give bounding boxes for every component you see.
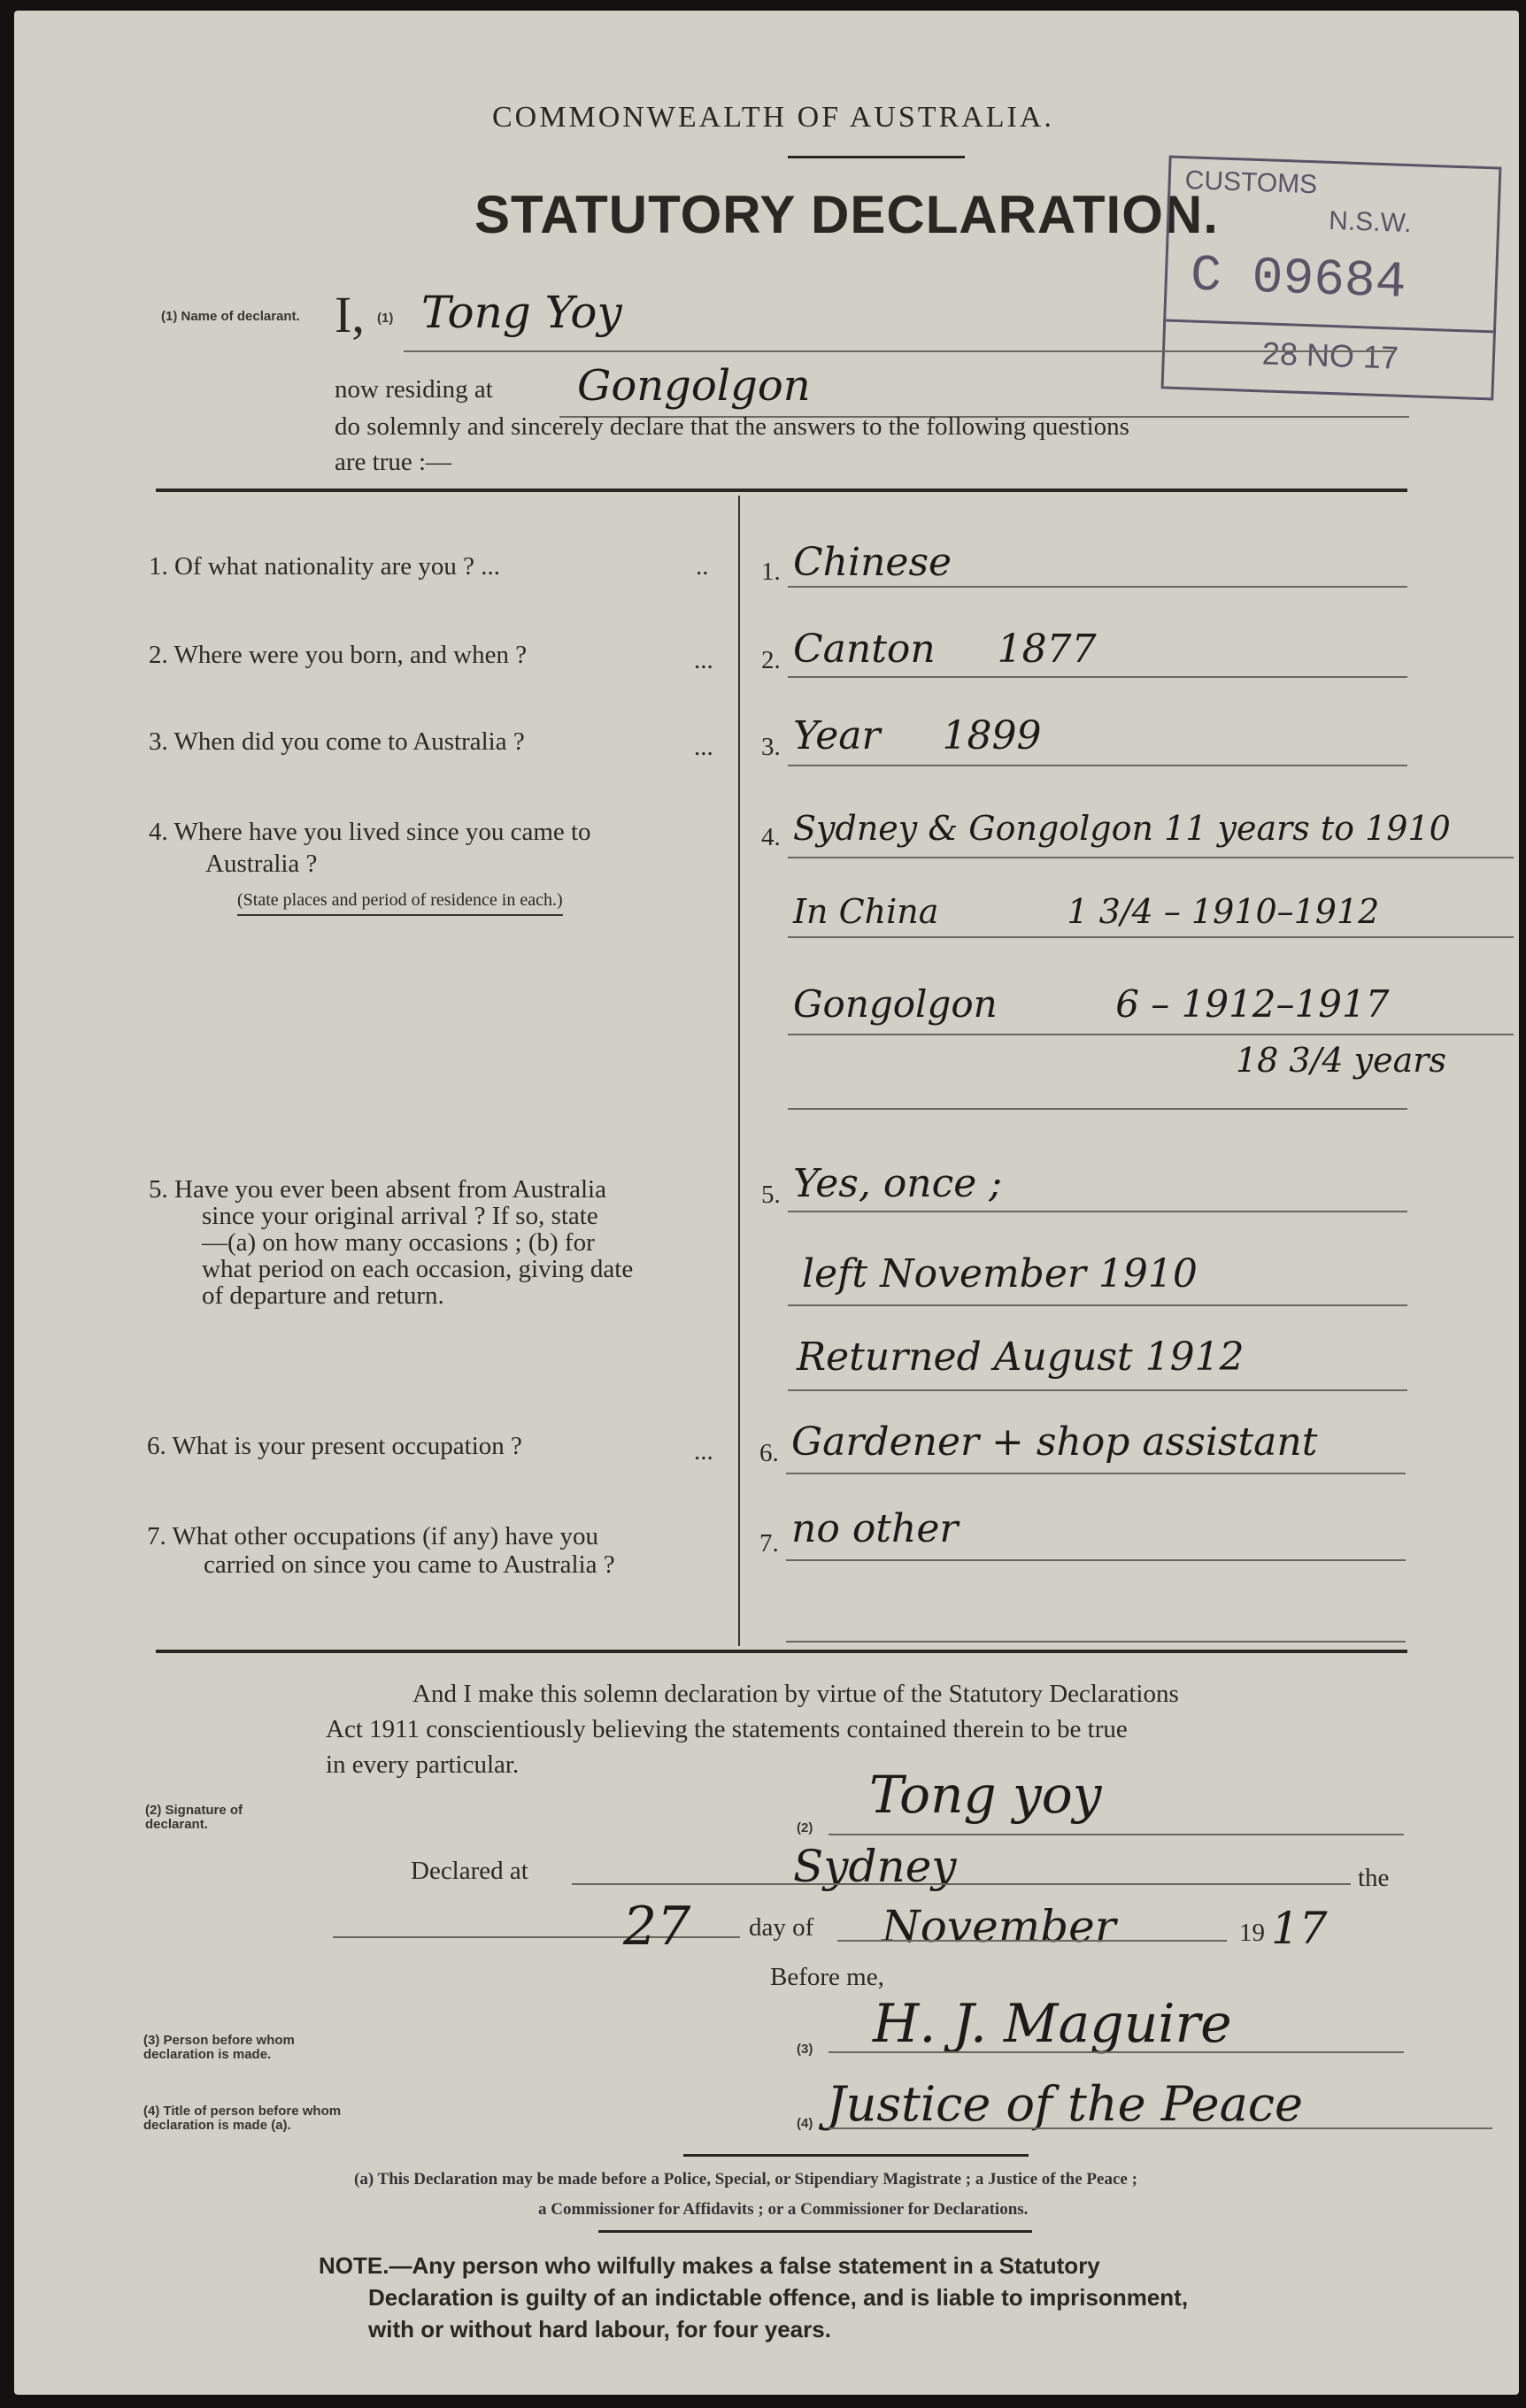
answer-5-line-2: left November 1910 xyxy=(802,1251,1198,1296)
answer-6: Gardener + shop assistant xyxy=(791,1419,1318,1465)
declared-at-label: Declared at xyxy=(411,1857,528,1885)
residing-label: now residing at xyxy=(335,375,493,404)
a5-line-2 xyxy=(788,1304,1407,1306)
title-of-person: Justice of the Peace xyxy=(827,2076,1303,2132)
side-note-signature: (2) Signature of declarant. xyxy=(145,1803,243,1832)
signature-line xyxy=(829,1834,1404,1835)
a2-line xyxy=(788,676,1407,678)
day-of-label: day of xyxy=(749,1913,814,1942)
a4-line-2 xyxy=(788,936,1514,938)
the-label: the xyxy=(1358,1864,1390,1892)
column-divider xyxy=(738,496,740,1646)
question-1 xyxy=(149,552,500,581)
month: November xyxy=(882,1901,1116,1952)
question-4 xyxy=(149,818,591,846)
q3-dots: ... xyxy=(694,733,713,761)
answer-2: Canton 1877 xyxy=(793,627,1097,672)
answer-1: Chinese xyxy=(793,540,952,585)
q4-note: (State places and period of residence in each.) xyxy=(237,890,563,916)
person-line xyxy=(829,2051,1404,2053)
q2-text: Where were you born, and when ? xyxy=(173,641,528,669)
footnote-line-2: a Commissioner for Affidavits ; or a Commissioner for Declarations. xyxy=(538,2200,1029,2219)
i-prefix: I, xyxy=(335,286,365,343)
top-rule xyxy=(156,489,1407,492)
declare-line-1: do solemnly and sincerely declare that the answers to the following questions xyxy=(335,412,1129,441)
question-2 xyxy=(149,641,527,669)
q3-number: 3. xyxy=(149,727,168,756)
declaration-line-1: And I make this solemn declaration by virtue of the Statutory Declarations xyxy=(412,1680,1179,1708)
question-3 xyxy=(149,727,525,756)
side-note-title: (4) Title of person before whom declaration is made (a). xyxy=(143,2104,342,2133)
stamp-office: CUSTOMS xyxy=(1184,165,1318,200)
title-line xyxy=(829,2127,1492,2129)
q1-dots: .. xyxy=(696,552,709,581)
answer-4-line-3: Gongolgon 6 – 1912–1917 xyxy=(793,982,1390,1026)
answer-5-line-1: Yes, once ; xyxy=(793,1161,1003,1206)
a4-line-3 xyxy=(788,1034,1514,1035)
answer-5-line-3: Returned August 1912 xyxy=(797,1335,1245,1380)
q5-text-3: —(a) on how many occasions ; (b) for xyxy=(202,1228,595,1257)
stamp-divider xyxy=(1166,319,1493,334)
q7-text-1: What other occupations (if any) have you xyxy=(172,1522,599,1550)
a3-number: 3. xyxy=(761,733,781,761)
q2-dots: ... xyxy=(694,646,713,674)
footnote-line-1: (a) This Declaration may be made before a Police, Special, or Stipendiary Magistrate ; a Justice of the Peace ; xyxy=(354,2170,1137,2189)
marker-3: (3) xyxy=(797,2042,813,2057)
question-5 xyxy=(149,1175,606,1204)
a5-number: 5. xyxy=(761,1181,781,1209)
declarant-name: Tong Yoy xyxy=(421,287,622,338)
question-7 xyxy=(147,1522,598,1550)
footnote-rule xyxy=(683,2154,1029,2157)
declaration-line-2: Act 1911 conscientiously believing the statements contained therein to be true xyxy=(326,1715,1128,1743)
q6-dots: ... xyxy=(694,1437,713,1466)
stamp-number: C 09684 xyxy=(1189,247,1407,312)
q5-number: 5. xyxy=(149,1175,168,1204)
marker-1: (1) xyxy=(377,311,394,326)
customs-stamp xyxy=(1161,156,1502,401)
name-line xyxy=(404,350,1395,352)
a2-number: 2. xyxy=(761,646,781,674)
note-rule xyxy=(598,2230,1032,2233)
person-before-whom: H. J. Maguire xyxy=(873,1993,1232,2055)
declarant-signature: Tong yoy xyxy=(869,1765,1102,1825)
note-line-3: with or without hard labour, for four years. xyxy=(368,2316,831,2343)
q4-text-2: Australia ? xyxy=(205,850,318,878)
answer-4-line-2: In China 1 3/4 – 1910–1912 xyxy=(793,892,1380,931)
answer-4-line-1: Sydney & Gongolgon 11 years to 1910 xyxy=(793,809,1451,848)
side-note-person: (3) Person before whom declaration is made. xyxy=(143,2033,295,2062)
a5-line-1 xyxy=(788,1211,1407,1212)
side-note-name: (1) Name of declarant. xyxy=(161,309,300,324)
note-line-1: NOTE.—Any person who wilfully makes a false statement in a Statutory xyxy=(319,2252,1100,2279)
q5-text-5: of departure and return. xyxy=(202,1281,444,1310)
residence: Gongolgon xyxy=(577,361,811,411)
q5-text-2: since your original arrival ? If so, state xyxy=(202,1202,598,1230)
q1-text: Of what nationality are you ? ... xyxy=(174,552,501,581)
q2-number: 2. xyxy=(149,641,168,669)
answer-4-total: 18 3/4 years xyxy=(1236,1041,1446,1080)
q4-text-1: Where have you lived since you came to xyxy=(173,818,591,846)
declared-at-place: Sydney xyxy=(793,1841,957,1892)
answer-3: Year 1899 xyxy=(793,713,1042,758)
day: 27 xyxy=(623,1896,691,1958)
a7-number: 7. xyxy=(759,1529,779,1558)
year-suffix: 17 xyxy=(1271,1903,1328,1954)
q7-text-2: carried on since you came to Australia ? xyxy=(204,1550,615,1579)
stamp-state: N.S.W. xyxy=(1328,205,1413,239)
a7-line xyxy=(786,1559,1406,1561)
q5-text-4: what period on each occasion, giving date xyxy=(202,1255,634,1283)
year-prefix: 19 xyxy=(1239,1919,1265,1947)
a4-line-4 xyxy=(788,1108,1407,1110)
bottom-rule xyxy=(156,1650,1407,1653)
declare-line-2: are true :— xyxy=(335,448,452,476)
marker-2: (2) xyxy=(797,1820,813,1835)
a6-line xyxy=(786,1473,1406,1474)
place-line xyxy=(572,1883,1351,1885)
page-title: STATUTORY DECLARATION. xyxy=(474,185,1219,244)
stamp-date: 28 NO 17 xyxy=(1261,335,1399,376)
a4-line-1 xyxy=(788,857,1514,858)
q4-number: 4. xyxy=(149,818,168,846)
q1-number: 1. xyxy=(149,552,168,581)
marker-4: (4) xyxy=(797,2116,813,2131)
a1-line xyxy=(788,586,1407,588)
a4-number: 4. xyxy=(761,823,781,851)
q3-text: When did you come to Australia ? xyxy=(173,727,525,756)
q6-number: 6. xyxy=(147,1432,166,1460)
a1-number: 1. xyxy=(761,558,781,586)
a5-line-3 xyxy=(788,1389,1407,1391)
header-rule xyxy=(788,156,965,158)
declaration-form xyxy=(14,11,1519,2395)
commonwealth-heading: COMMONWEALTH OF AUSTRALIA. xyxy=(492,101,1054,134)
question-6 xyxy=(147,1432,522,1460)
q6-text: What is your present occupation ? xyxy=(172,1432,522,1460)
declaration-line-3: in every particular. xyxy=(326,1750,520,1779)
q5-text-1: Have you ever been absent from Australia xyxy=(174,1175,606,1204)
before-me-label: Before me, xyxy=(770,1963,884,1991)
month-line xyxy=(837,1940,1227,1942)
a3-line xyxy=(788,765,1407,766)
q7-number: 7. xyxy=(147,1522,166,1550)
note-line-2: Declaration is guilty of an indictable offence, and is liable to imprisonment, xyxy=(368,2284,1189,2311)
a6-number: 6. xyxy=(759,1439,779,1467)
answer-7: no other xyxy=(791,1506,959,1551)
a7-line-2 xyxy=(786,1641,1406,1643)
